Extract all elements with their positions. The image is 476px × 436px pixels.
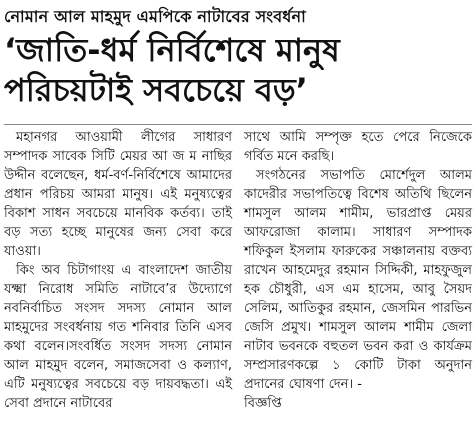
body-paragraph: সাথে আমি সম্পৃক্ত হতে পেরে নিজেকে গর্বিত মনে করছি। bbox=[244, 130, 472, 164]
press-release-credit: বিজ্ঞপ্তি bbox=[244, 396, 282, 411]
right-column bbox=[244, 128, 472, 413]
kicker-line: নোমান আল মাহমুদ এমপিকে নাটাবের সংবর্ধনা bbox=[4, 7, 306, 26]
divider bbox=[4, 124, 472, 125]
left-column bbox=[4, 128, 232, 413]
headline-line-2: পরিচয়টাই সবচেয়ে বড়’ bbox=[4, 71, 308, 109]
body-paragraph: সংগঠনের সভাপতি মোর্শেদুল আলম কাদেরীর সভাপতিত্বে বিশেষ অতিথি ছিলেন শামসুল আলম শামীম, ভারপ্রাপ্ত মেয়র আফরোজা কালাম। সাধারণ সম্পাদক শফিকুল ইসলাম ফারুকের সঞ্চালনায় বক্তব্য রাখেন আহমেদুর রহমান সিদ্দিকী, মাহফুজুল হক চৌধুরী, এস এম হাসেম, আবু সৈয়দ সেলিম, আতিকুর রহমান, জেসমিন পারভিন জেসি প্রমুখ। শামসুল আলম শামীম জেলা নাটাব ভবনকে বহুতল ভবন করা ও কার্যক্রম সম্প্রসারণকল্পে ১ কোটি টাকা অনুদান প্রদানের ঘোষণা দেন। - bbox=[244, 168, 472, 392]
body-paragraph: কিং অব চিটাগাংয় এ বাংলাদেশ জাতীয় যক্ষ্মা নিরোধ সমিতি নাটাবে’র উদ্যোগে নবনির্বাচিত সংসদ সদস্য নোমান আল মাহমুদের সংবর্ধনায় গত শনিবার তিনি এসব কথা বলেন।সংবর্ধিত সংসদ সদস্য নোমান আল মাহমুদ বলেন, সমাজসেবা ও কল্যাণ, এটি মনুষ্যত্বের সবচেয়ে বড় দায়বদ্ধতা। এই সেবা প্রদানে নাটাবের bbox=[4, 263, 232, 411]
body-paragraph: মহানগর আওয়ামী লীগের সাধারণ সম্পাদক সাবেক সিটি মেয়র আ জ ম নাছির উদ্দীন বলেছেন, ধর্ম-বর্ণ-নির্বিশেষে আমাদের প্রধান পরিচয় আমরা মানুষ। এই মনুষ্যত্বের বিকাশ সাধন সবচেয়ে মানবিক কর্তব্য। তাই বড় সত্য হচ্ছে মানুষের জন্য সেবা করে যাওয়া। bbox=[4, 130, 232, 259]
headline-line-1: ‘জাতি-ধর্ম নির্বিশেষে মানুষ bbox=[4, 31, 340, 69]
headline bbox=[4, 30, 472, 110]
